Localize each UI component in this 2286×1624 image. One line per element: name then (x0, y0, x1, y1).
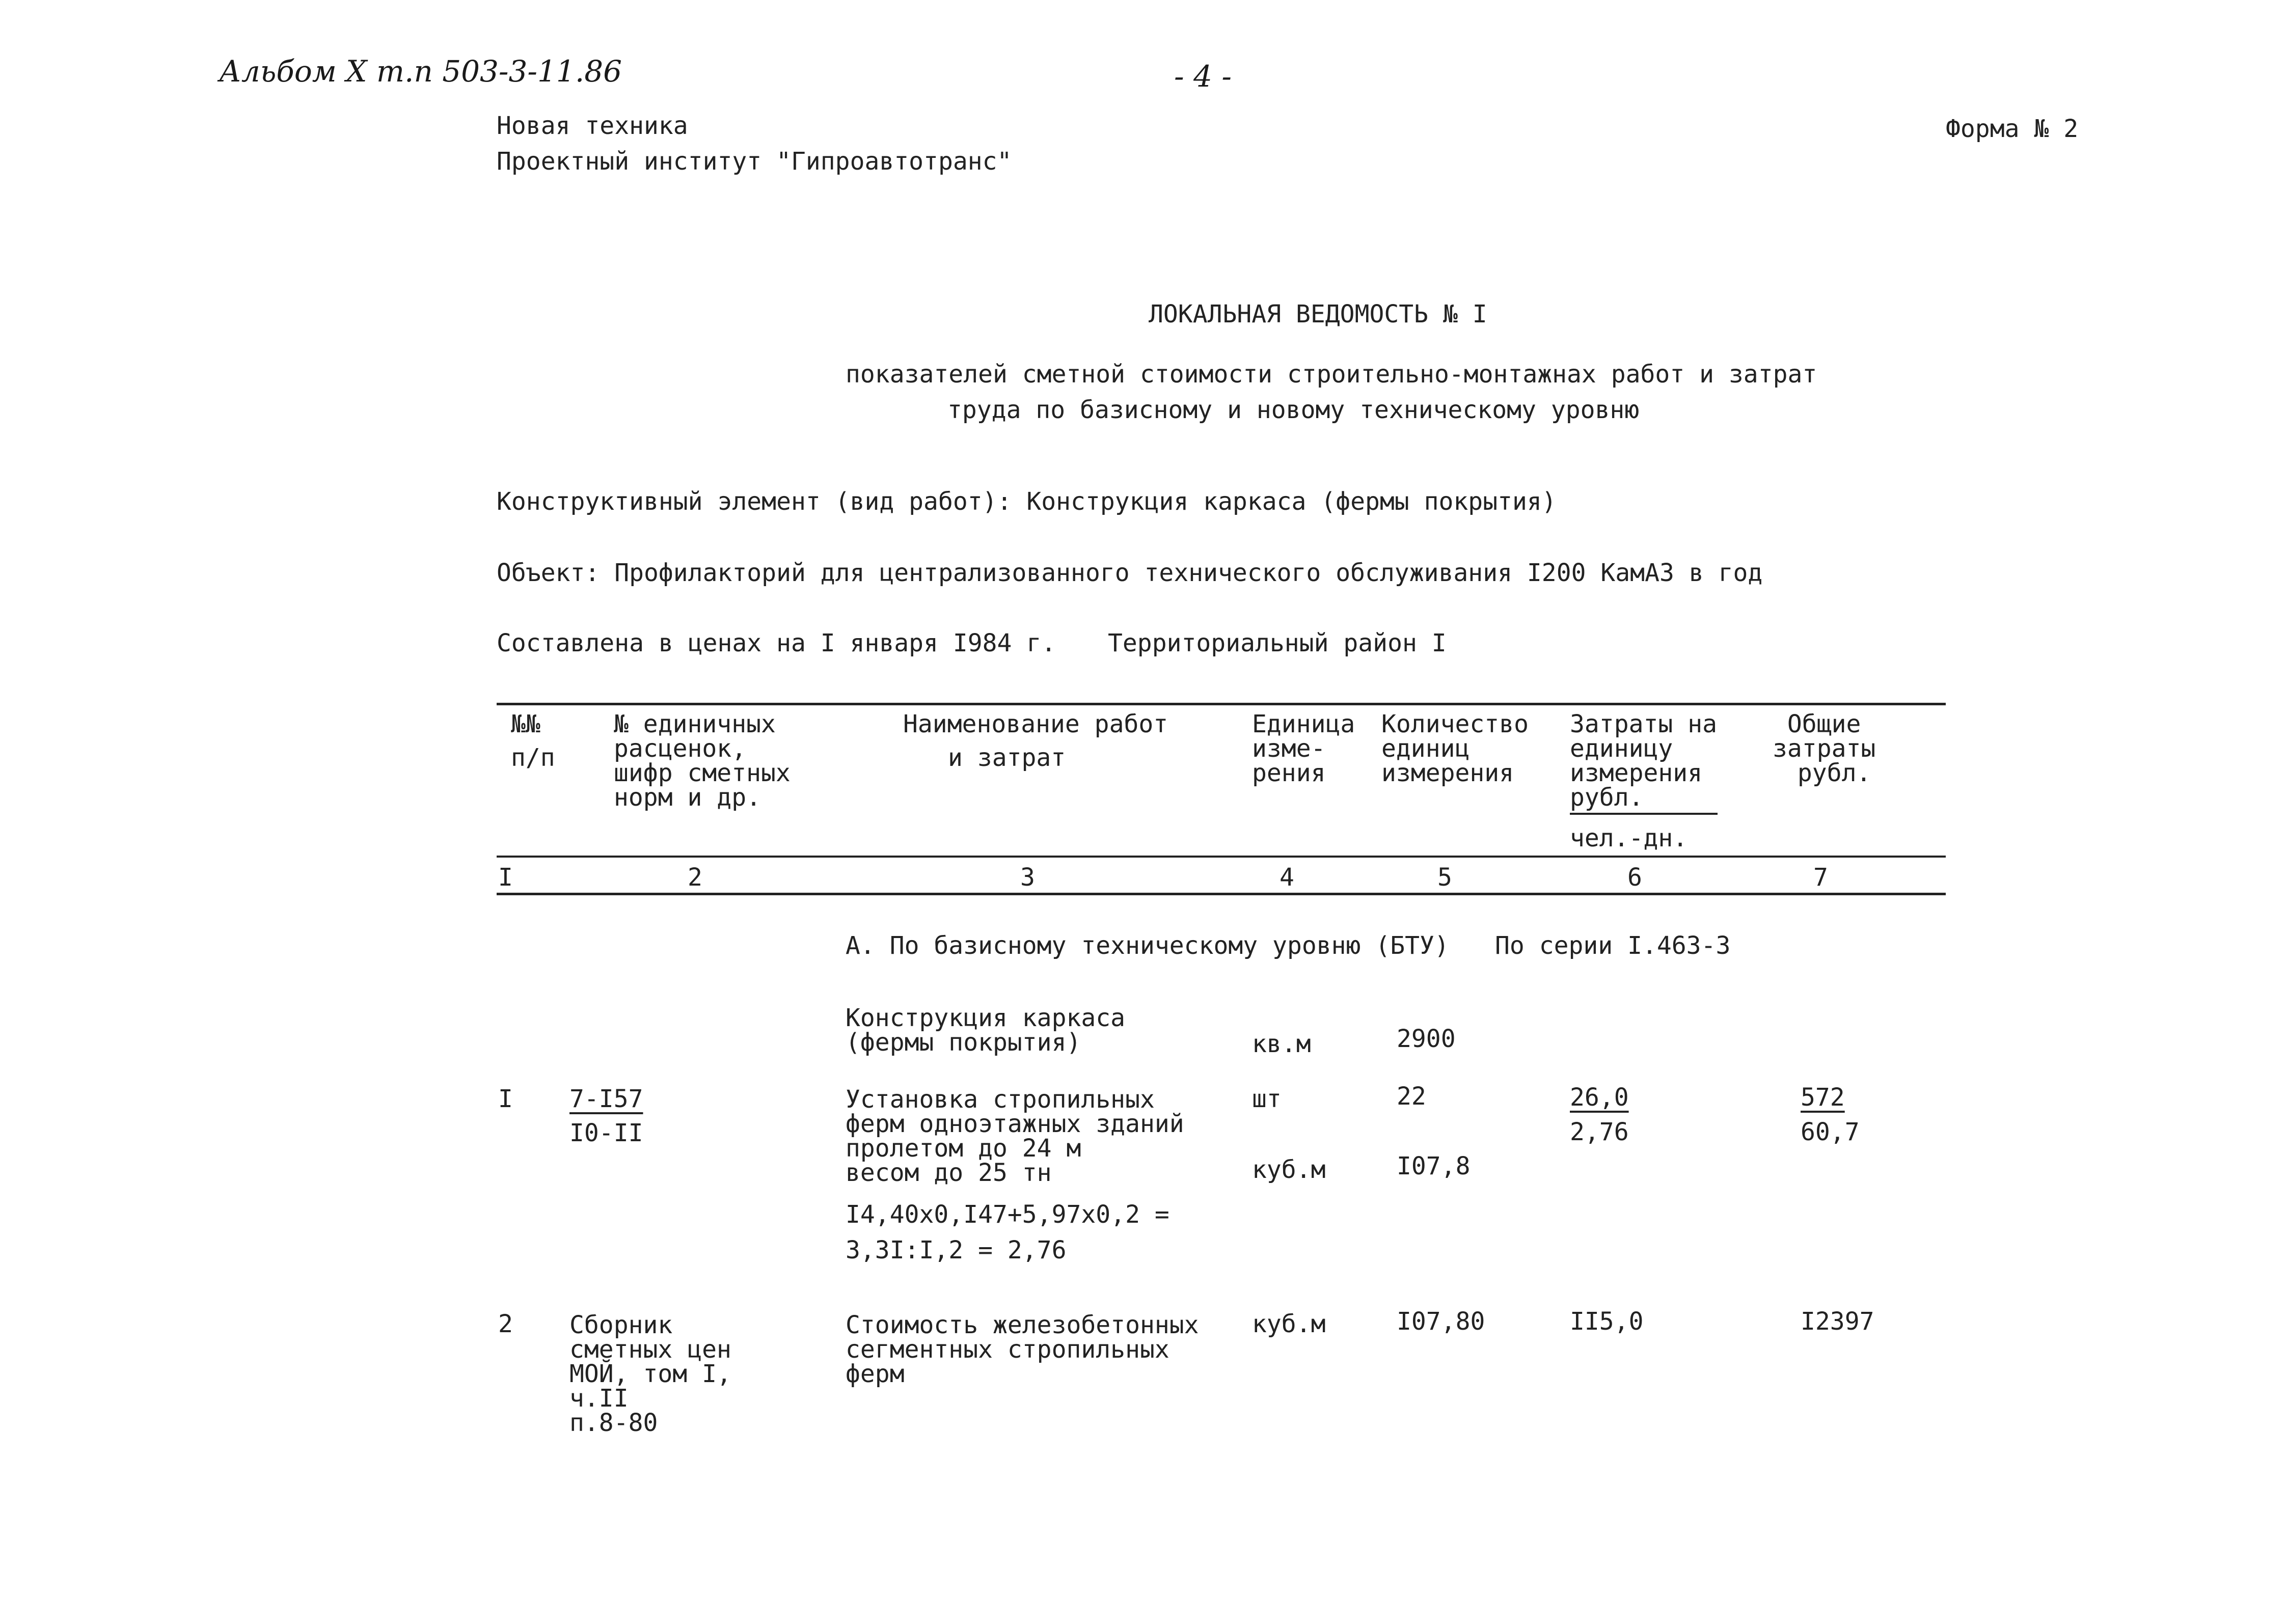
header-col-7-line: затраты (1773, 734, 1876, 763)
row-2-code-line: МОЙ, том I, (569, 1360, 731, 1388)
header-col-4-line: изме- (1252, 734, 1326, 763)
row-1-total-bottom: 60,7 (1801, 1118, 1860, 1146)
header-col-2-line: норм и др. (614, 783, 761, 812)
row-1-qty-1: 22 (1397, 1082, 1426, 1111)
header-col-5 (1381, 712, 1529, 785)
org-line-1: Новая техника (497, 112, 688, 140)
row-2-code (569, 1313, 731, 1435)
row-2-name-line: ферм (846, 1360, 905, 1388)
header-col-6-line: Затраты на (1570, 710, 1717, 738)
row-1-unit-1: шт (1252, 1085, 1282, 1113)
row-1-number: I (498, 1085, 513, 1113)
header-col-3-line: и затрат (948, 744, 1066, 772)
form-label: Форма № 2 (1946, 115, 2079, 143)
structural-element-line: Конструктивный элемент (вид работ): Конструкция каркаса (фермы покрытия) (497, 487, 1557, 516)
row-2-code-line: п.8-80 (569, 1409, 658, 1437)
header-col-3-line: Наименование работ (903, 710, 1168, 738)
group-name-line: (фермы покрытия) (846, 1028, 1081, 1057)
header-col-1-line: п/п (511, 744, 555, 772)
row-1-total-top: 572 (1801, 1083, 1845, 1112)
header-col-2-line: шифр сметных (614, 759, 791, 787)
header-col-1 (511, 712, 555, 770)
row-1-name-line: пролетом до 24 м (846, 1134, 1081, 1163)
header-col-5-line: Количество (1381, 710, 1529, 738)
col-number: 4 (1280, 863, 1294, 892)
section-title: А. По базисному техническому уровню (БТУ) (846, 931, 1449, 960)
header-col-7-line: рубл. (1797, 759, 1871, 787)
row-1-unit-2: куб.м (1252, 1155, 1326, 1184)
header-col-6 (1570, 712, 1718, 850)
header-col-2-line: расценок, (614, 734, 747, 763)
table-top-rule (497, 703, 1946, 705)
header-col-4-line: Единица (1252, 710, 1355, 738)
group-name (846, 1006, 1125, 1055)
prices-line: Составлена в ценах на I января I984 г. (497, 629, 1056, 657)
document-title: ЛОКАЛЬНАЯ ВЕДОМОСТЬ № I (1149, 300, 1487, 328)
row-2-total: I2397 (1801, 1307, 1874, 1336)
header-col-2-line: № единичных (614, 710, 776, 738)
row-2-name-line: Стоимость железобетонных (846, 1311, 1199, 1339)
row-2-qty: I07,80 (1397, 1307, 1485, 1336)
section-series: По серии I.463-3 (1495, 931, 1731, 960)
page-number: - 4 - (1174, 59, 1232, 94)
group-unit: кв.м (1252, 1030, 1311, 1058)
row-1-code-top: 7-I57 (569, 1085, 643, 1113)
row-1-qty-2: I07,8 (1397, 1152, 1471, 1180)
header-col-5-line: единиц (1381, 734, 1470, 763)
org-line-2: Проектный институт "Гипроавтотранс" (497, 147, 1012, 176)
row-1-name-line: Установка стропильных (846, 1085, 1155, 1114)
group-qty: 2900 (1397, 1025, 1456, 1053)
row-1-calc-1: I4,40x0,I47+5,97x0,2 = (846, 1200, 1169, 1229)
table-numbers-rule (497, 893, 1946, 895)
document-subtitle-1: показателей сметной стоимости строительно-монтажнах работ и затрат (846, 360, 1817, 389)
col-number: 3 (1020, 863, 1035, 892)
header-col-7-line: Общие (1787, 710, 1861, 738)
row-1-cost-top: 26,0 (1570, 1083, 1629, 1112)
document-subtitle-2: труда по базисному и новому техническому уровню (947, 396, 1640, 424)
row-2-code-line: Сборник (569, 1311, 673, 1339)
row-2-unit: куб.м (1252, 1310, 1326, 1338)
row-1-code-bottom: I0-II (569, 1119, 643, 1147)
row-2-number: 2 (498, 1310, 513, 1338)
header-col-3 (903, 712, 1168, 770)
album-reference: Альбом X т.п 503-3-11.86 (219, 54, 622, 89)
row-1-cost-bottom: 2,76 (1570, 1118, 1629, 1146)
row-2-cost: II5,0 (1570, 1307, 1644, 1336)
header-col-1-line: №№ (511, 710, 540, 738)
row-1-calc-2: 3,3I:I,2 = 2,76 (846, 1236, 1067, 1264)
row-1-name-line: весом до 25 тн (846, 1159, 1052, 1187)
col-number: 6 (1627, 863, 1642, 892)
header-col-6-line: измерения (1570, 759, 1703, 787)
table-header-rule (497, 856, 1946, 858)
header-col-4 (1252, 712, 1355, 785)
group-name-line: Конструкция каркаса (846, 1004, 1126, 1032)
header-col-6-line: единицу (1570, 734, 1673, 763)
col-number: I (498, 863, 513, 892)
object-line: Объект: Профилакторий для централизованного технического обслуживания I200 КамАЗ в год (497, 559, 1763, 587)
col-number: 5 (1437, 863, 1452, 892)
row-1-name (846, 1087, 1184, 1185)
header-col-5-line: измерения (1381, 759, 1514, 787)
header-col-4-line: рения (1252, 759, 1326, 787)
header-col-6-line: рубл. (1570, 785, 1718, 815)
header-col-6-sub: чел.-дн. (1570, 824, 1688, 852)
header-col-2 (614, 712, 791, 810)
col-number: 7 (1813, 863, 1828, 892)
region-line: Территориальный район I (1108, 629, 1447, 657)
row-2-code-line: сметных цен (569, 1335, 731, 1364)
row-1-name-line: ферм одноэтажных зданий (846, 1110, 1184, 1138)
col-number: 2 (688, 863, 702, 892)
row-2-name-line: сегментных стропильных (846, 1335, 1169, 1364)
row-2-code-line: ч.II (569, 1384, 629, 1413)
header-col-7 (1773, 712, 1875, 785)
row-2-name (846, 1313, 1199, 1386)
